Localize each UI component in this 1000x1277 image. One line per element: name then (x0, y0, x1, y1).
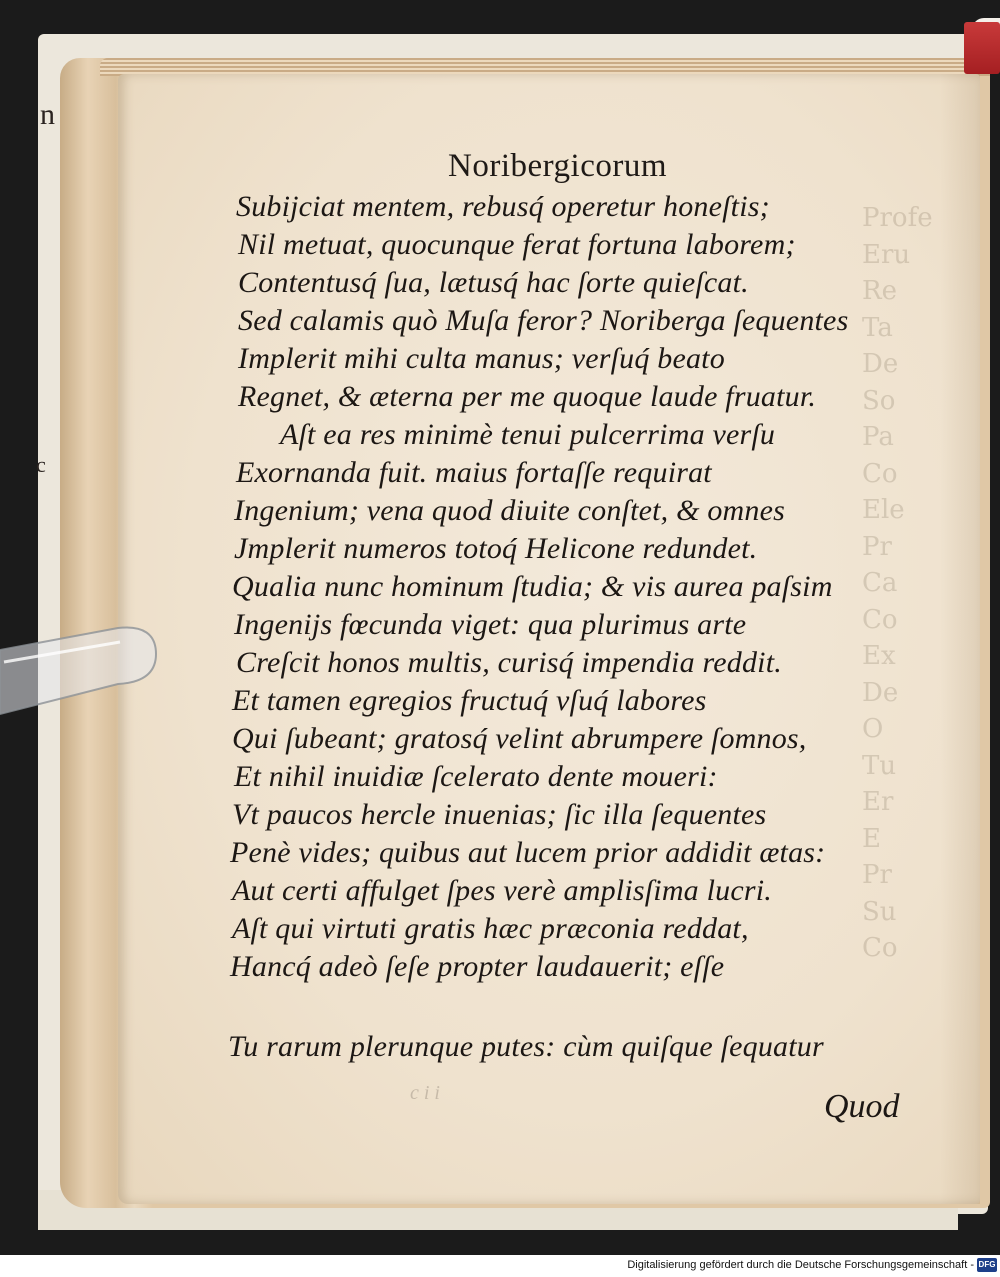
bleed-through-text: Profe Eru Re Ta De So Pa Co Ele Pr Ca Co Ex De O Tu Er E Pr Su Co (862, 203, 933, 963)
verse-line: Implerit mihi culta manus; verſuq́ beato (238, 342, 725, 375)
verse-line: Ingenijs fœcunda viget: qua plurimus arte (234, 608, 747, 641)
verse-line: Jmplerit numeros totoq́ Helicone redundet. (234, 532, 758, 565)
page-heading: Noribergicorum (448, 148, 668, 184)
verse-line: Sed calamis quò Muſa feror? Noriberga ſequentes (238, 304, 849, 337)
verse-line: Contentusq́ ſua, lætusq́ hac ſorte quieſcat. (238, 266, 749, 299)
verse-line: Aſt qui virtuti gratis hæc præconia reddat, (232, 912, 749, 945)
funding-notice: Digitalisierung gefördert durch die Deutsche Forschungsgemeinschaft - (627, 1259, 974, 1271)
footer-bar (0, 1255, 1000, 1277)
verse-line: Tu rarum plerunque putes: cùm quiſque ſequatur (228, 1030, 824, 1063)
verse-line: Et tamen egregios fructuq́ vſuq́ labores (232, 684, 707, 717)
verse-line: Qualia nunc hominum ſtudia; & vis aurea paſsim (232, 570, 833, 603)
verse-line: Subijciat mentem, rebusq́ operetur honeſtis; (236, 190, 770, 223)
verse-line: Penè vides; quibus aut lucem prior addidit ætas: (230, 836, 826, 869)
verse-line: Et nihil inuidiæ ſcelerato dente moueri: (234, 760, 718, 793)
verse-line: Vt paucos hercle inuenias; ſic illa ſequentes (232, 798, 767, 831)
verse-line: Aut certi affulget ſpes verè amplisſima lucri. (232, 874, 772, 907)
page-holder-clip (0, 622, 158, 722)
verse-line: Ingenium; vena quod diuite conſtet, & omnes (234, 494, 785, 527)
dfg-logo: DFG (977, 1258, 997, 1272)
signature-mark: c i i (410, 1082, 440, 1104)
red-bookmark-ribbon (964, 22, 1000, 74)
verse-line: Qui ſubeant; gratosq́ velint abrumpere ſomnos, (232, 722, 807, 755)
edge-fragment-mid: c (36, 452, 46, 477)
verse-line: Exornanda fuit. maius fortaſſe requirat (236, 456, 712, 489)
verse-line: Regnet, & æterna per me quoque laude fruatur. (238, 380, 817, 413)
catchword: Quod (824, 1088, 900, 1125)
verse-line: Creſcit honos multis, curisq́ impendia reddit. (236, 646, 782, 679)
verse-line: Aſt ea res minimè tenui pulcerrima verſu (280, 418, 776, 451)
verse-line: Hancq́ adeò ſeſe propter laudauerit; eſſe (230, 950, 725, 983)
edge-fragment-top: n (40, 98, 55, 131)
verse-line: Nil metuat, quocunque ferat fortuna laborem; (238, 228, 796, 261)
